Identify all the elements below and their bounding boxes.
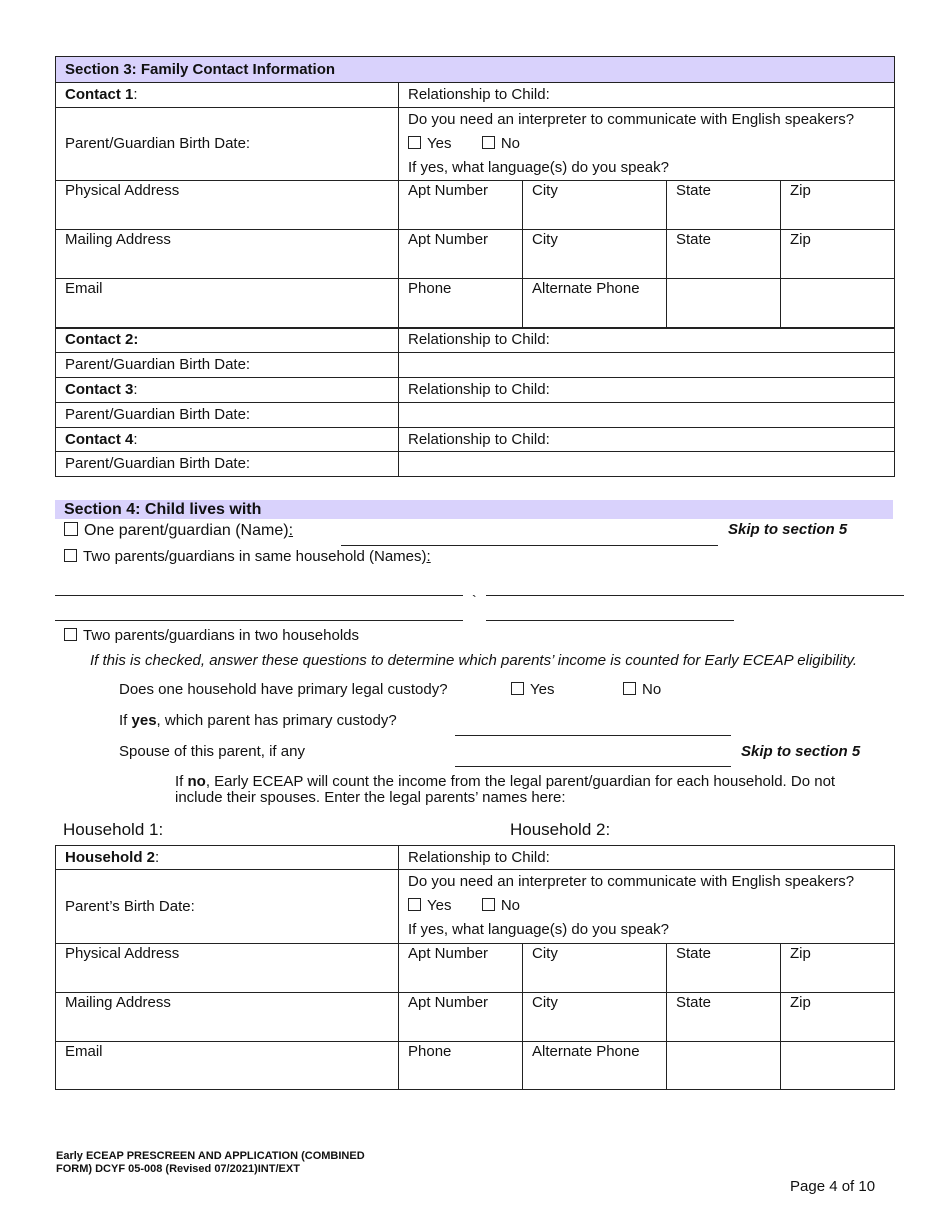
state-field[interactable]: State: [667, 181, 781, 230]
custody-no-option: [623, 680, 661, 700]
contact3-relationship[interactable]: Relationship to Child:: [399, 378, 895, 403]
two-households-option: [64, 626, 359, 646]
contact1-interpreter: [399, 108, 895, 181]
footer-form-title: [56, 1150, 365, 1176]
empty-cell: [667, 1042, 781, 1090]
skip-to-section5-link[interactable]: Skip to section 5: [728, 521, 848, 538]
custody-question: Does one household have primary legal custody?: [119, 681, 448, 698]
empty-cell: [781, 279, 895, 328]
no-label: No: [500, 135, 521, 152]
contact4-birth-date[interactable]: Parent/Guardian Birth Date:: [56, 452, 399, 477]
empty-cell: [667, 279, 781, 328]
one-parent-checkbox[interactable]: [64, 522, 78, 536]
contact4-label: Contact 4:: [56, 428, 399, 452]
language-question[interactable]: If yes, what language(s) do you speak?: [408, 159, 669, 176]
two-same-name-line-2[interactable]: [486, 595, 904, 596]
contact2-relationship[interactable]: Relationship to Child:: [399, 328, 895, 353]
two-same-checkbox[interactable]: [64, 549, 77, 562]
household-email-field[interactable]: Email: [56, 1042, 399, 1090]
contact2-label: Contact 2:: [56, 328, 399, 353]
section4-title: Section 4: Child lives with: [55, 500, 893, 519]
mailing-state-field[interactable]: State: [667, 230, 781, 279]
section3-title: Section 3: Family Contact Information: [56, 57, 895, 83]
footer-title-line-1: Early ECEAP PRESCREEN AND APPLICATION (COMBINED: [56, 1150, 365, 1162]
custody-yes-checkbox[interactable]: [511, 682, 524, 695]
household-mailing-apt-field[interactable]: Apt Number: [399, 993, 523, 1042]
parent-birth-date[interactable]: Parent’s Birth Date:: [56, 870, 399, 944]
household2-table-label: Household 2:: [56, 846, 399, 870]
yes-label: Yes: [530, 681, 555, 698]
household-interpreter-yes-checkbox[interactable]: [408, 898, 421, 911]
apt-number-field[interactable]: Apt Number: [399, 181, 523, 230]
mailing-zip-field[interactable]: Zip: [781, 230, 895, 279]
checked-note: If this is checked, answer these questions to determine which parents’ income is counted for Early ECEAP eligibility.: [90, 652, 858, 669]
primary-custody-line[interactable]: [455, 735, 731, 736]
physical-address-field[interactable]: Physical Address: [56, 181, 399, 230]
household-interpreter-no-checkbox[interactable]: [482, 898, 495, 911]
contact3-birth-date-value[interactable]: [399, 403, 895, 428]
spouse-label: Spouse of this parent, if any: [119, 743, 305, 760]
contact1-birth-date[interactable]: Parent/Guardian Birth Date:: [56, 108, 399, 181]
one-parent-name-line[interactable]: [341, 545, 718, 546]
skip-to-section5-link-2[interactable]: Skip to section 5: [741, 743, 861, 760]
contact1-label: Contact 1:: [56, 83, 399, 108]
contact3-label: Contact 3:: [56, 378, 399, 403]
household-state-field[interactable]: State: [667, 944, 781, 993]
if-no-paragraph: If no, Early ECEAP will count the income from the legal parent/guardian for each household. Do not include their spouses. Enter the legal parents’ names here:: [175, 773, 836, 806]
phone-field[interactable]: Phone: [399, 279, 523, 328]
city-field[interactable]: City: [523, 181, 667, 230]
two-same-name-line-1[interactable]: [55, 595, 463, 596]
mailing-address-field[interactable]: Mailing Address: [56, 230, 399, 279]
tick-mark: `: [472, 592, 477, 608]
contact2-birth-date[interactable]: Parent/Guardian Birth Date:: [56, 353, 399, 378]
household-zip-field[interactable]: Zip: [781, 944, 895, 993]
contact4-birth-date-value[interactable]: [399, 452, 895, 477]
yes-label: Yes: [427, 135, 452, 152]
two-same-name-line-3[interactable]: [55, 620, 463, 621]
alt-phone-field[interactable]: Alternate Phone: [523, 279, 667, 328]
contact4-relationship[interactable]: Relationship to Child:: [399, 428, 895, 452]
household-table: [55, 845, 895, 1090]
section3-table: [55, 56, 895, 477]
household-interpreter: [399, 870, 895, 944]
no-label: No: [500, 897, 521, 914]
household-relationship[interactable]: Relationship to Child:: [399, 846, 895, 870]
household-city-field[interactable]: City: [523, 944, 667, 993]
interpreter-no-checkbox[interactable]: [482, 136, 495, 149]
mailing-city-field[interactable]: City: [523, 230, 667, 279]
spouse-line[interactable]: [455, 766, 731, 767]
two-households-checkbox[interactable]: [64, 628, 77, 641]
page-number: Page 4 of 10: [790, 1178, 876, 1195]
custody-yes-option: [511, 680, 554, 700]
household-mailing-zip-field[interactable]: Zip: [781, 993, 895, 1042]
two-households-label: Two parents/guardians in two households: [83, 627, 360, 644]
language-question[interactable]: If yes, what language(s) do you speak?: [408, 921, 669, 938]
contact2-birth-date-value[interactable]: [399, 353, 895, 378]
zip-field[interactable]: Zip: [781, 181, 895, 230]
household-mailing-state-field[interactable]: State: [667, 993, 781, 1042]
household-mailing-address-field[interactable]: Mailing Address: [56, 993, 399, 1042]
empty-cell: [781, 1042, 895, 1090]
footer-title-line-2: FORM) DCYF 05-008 (Revised 07/2021)INT/EXT: [56, 1163, 300, 1175]
one-parent-option: One parent/guardian (Name):: [64, 521, 293, 541]
email-field[interactable]: Email: [56, 279, 399, 328]
two-same-option: Two parents/guardians in same household (Names):: [64, 547, 431, 567]
interpreter-question: Do you need an interpreter to communicate with English speakers?: [408, 873, 855, 890]
yes-label: Yes: [427, 897, 452, 914]
household-physical-address-field[interactable]: Physical Address: [56, 944, 399, 993]
two-same-name-line-4[interactable]: [486, 620, 734, 621]
custody-no-checkbox[interactable]: [623, 682, 636, 695]
household-apt-number-field[interactable]: Apt Number: [399, 944, 523, 993]
no-label: No: [642, 681, 662, 698]
household1-label: Household 1:: [63, 820, 164, 839]
one-parent-label: One parent/guardian (Name): [84, 522, 289, 539]
contact1-relationship[interactable]: Relationship to Child:: [399, 83, 895, 108]
household2-label: Household 2:: [510, 820, 611, 839]
household-alt-phone-field[interactable]: Alternate Phone: [523, 1042, 667, 1090]
primary-custody-question: If yes, which parent has primary custody?: [119, 712, 397, 729]
household-mailing-city-field[interactable]: City: [523, 993, 667, 1042]
mailing-apt-number-field[interactable]: Apt Number: [399, 230, 523, 279]
interpreter-yes-checkbox[interactable]: [408, 136, 421, 149]
interpreter-question: Do you need an interpreter to communicate with English speakers?: [408, 111, 855, 128]
contact3-birth-date[interactable]: Parent/Guardian Birth Date:: [56, 403, 399, 428]
household-phone-field[interactable]: Phone: [399, 1042, 523, 1090]
two-same-label: Two parents/guardians in same household (Names): [83, 548, 427, 565]
